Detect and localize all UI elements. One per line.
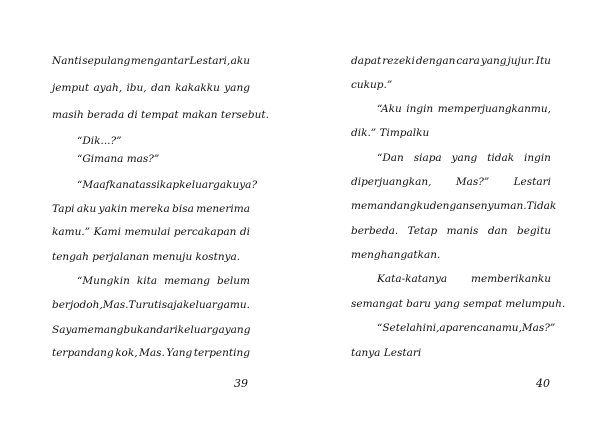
text-line [52, 224, 250, 240]
line-text: tanya Lestari [351, 347, 422, 359]
line-text [351, 174, 551, 190]
word: siapa [413, 152, 442, 164]
word: mengantar [130, 55, 189, 67]
line-text [52, 53, 250, 69]
word: Tapi [52, 203, 75, 215]
text-line [351, 125, 429, 141]
word: memperjuangkanmu, [437, 103, 551, 115]
line-text: “Dik...?” [77, 135, 122, 147]
text-line [377, 150, 551, 166]
word: berjodoh, [52, 299, 103, 311]
text-line [351, 53, 551, 69]
word: ingin [406, 103, 434, 115]
word: memang [164, 275, 210, 287]
text-line [52, 201, 250, 217]
word: kok, [115, 347, 138, 359]
word: begitu [517, 225, 551, 237]
text-line [351, 247, 440, 263]
word: dengan [429, 200, 470, 212]
text-line [77, 177, 258, 193]
line-text [52, 297, 250, 313]
word: Mas. [139, 347, 165, 359]
word: atas [128, 179, 152, 191]
word: Lestari [513, 176, 551, 188]
word: menerima [196, 203, 250, 215]
text-line [377, 271, 551, 287]
word: aku [230, 55, 250, 67]
word: rencanamu, [458, 322, 522, 334]
word: berbeda. [351, 225, 399, 237]
word: yang [224, 324, 251, 336]
word: Kami [93, 226, 121, 238]
word: ini, [422, 322, 440, 334]
text-line [377, 101, 551, 117]
word: kita [136, 275, 158, 287]
word: Yang [166, 347, 193, 359]
right-page [300, 0, 600, 425]
word: dan [487, 225, 508, 237]
line-text [52, 322, 250, 338]
word: yang [224, 82, 250, 94]
text-line [52, 107, 269, 123]
text-line [351, 223, 551, 239]
text-line [52, 249, 240, 265]
word: terpenting [193, 347, 250, 359]
word: Lestari, [189, 55, 231, 67]
line-text [377, 320, 556, 336]
word: dan [151, 82, 171, 94]
word: memberikanku [471, 273, 551, 285]
line-text [351, 53, 551, 69]
word: kamu.” [52, 226, 91, 238]
word: ayah, [93, 82, 123, 94]
word: diperjuangkan, [351, 176, 432, 188]
word: Itu [535, 55, 551, 67]
word: bukan [123, 324, 157, 336]
page-number: 40 [536, 377, 550, 390]
word: belum [216, 275, 250, 287]
line-text: menghangatkan. [351, 249, 441, 261]
line-text: cukup.” [351, 79, 393, 91]
word: mereka [129, 203, 170, 215]
word: yang [451, 152, 478, 164]
word: kakakku [175, 82, 220, 94]
line-text [52, 80, 250, 96]
word: dari [156, 324, 178, 336]
word: sikap [151, 179, 180, 191]
word: terpandang [52, 347, 114, 359]
word: aku [76, 203, 97, 215]
line-text [77, 177, 258, 193]
word: saja [161, 299, 183, 311]
text-line [351, 77, 392, 93]
word: Nanti [52, 55, 82, 67]
word: memulai [124, 226, 171, 238]
text-line [77, 151, 159, 167]
word: cara [456, 55, 480, 67]
word: “Maafkan [77, 179, 129, 191]
line-text: semangat baru yang sempat melumpuh. [351, 298, 566, 310]
word: Tetap [407, 225, 438, 237]
word: Tidak [526, 200, 557, 212]
text-line [351, 174, 551, 190]
word: “Dan [377, 152, 404, 164]
word: yakin [98, 203, 128, 215]
line-text: tengah perjalanan menuju kostnya. [52, 251, 241, 263]
word: Mas?” [521, 322, 556, 334]
text-line [52, 297, 250, 313]
word: sepulang [82, 55, 131, 67]
word: tidak [487, 152, 515, 164]
text-line [52, 53, 250, 69]
word: ya? [239, 179, 258, 191]
line-text [52, 345, 250, 361]
word: “Setelah [377, 322, 423, 334]
line-text [377, 271, 551, 287]
word: Turuti [128, 299, 162, 311]
line-text [377, 101, 551, 117]
word: jemput [52, 82, 90, 94]
word: apa [439, 322, 459, 334]
text-line [351, 345, 421, 361]
word: keluarga [177, 324, 225, 336]
line-text [77, 273, 250, 289]
word: ingin [523, 152, 551, 164]
word: percakapan [173, 226, 237, 238]
word: bisa [172, 203, 194, 215]
word: Kata-katanya [377, 273, 448, 285]
line-text [377, 150, 551, 166]
word: keluargaku [179, 179, 240, 191]
line-text: masih berada di tempat makan tersebut. [52, 109, 269, 121]
word: yang [480, 55, 507, 67]
word: dengan [415, 55, 456, 67]
word: keluargamu. [182, 299, 250, 311]
word: “Aku [377, 103, 402, 115]
word: di [239, 226, 250, 238]
word: “Mungkin [77, 275, 130, 287]
text-line [77, 133, 122, 149]
line-text: dik.” Timpalku [351, 127, 430, 139]
line-text [52, 224, 250, 240]
text-line [351, 296, 565, 312]
word: Saya [52, 324, 78, 336]
word: Mas. [102, 299, 129, 311]
page-number: 39 [234, 377, 248, 390]
word: jujur. [507, 55, 535, 67]
text-line [77, 273, 250, 289]
text-line [52, 80, 250, 96]
line-text [52, 201, 250, 217]
word: Mas?” [455, 176, 490, 188]
word: memandangku [351, 200, 430, 212]
text-line [351, 198, 557, 214]
text-line [52, 322, 250, 338]
line-text: “Gimana mas?” [77, 153, 160, 165]
word: memang [77, 324, 124, 336]
word: dapat [351, 55, 382, 67]
word: senyuman. [469, 200, 527, 212]
word: ibu, [126, 82, 147, 94]
text-line [52, 345, 250, 361]
line-text [351, 223, 551, 239]
word: manis [446, 225, 479, 237]
text-line [377, 320, 556, 336]
line-text [351, 198, 557, 214]
word: rezeki [382, 55, 415, 67]
